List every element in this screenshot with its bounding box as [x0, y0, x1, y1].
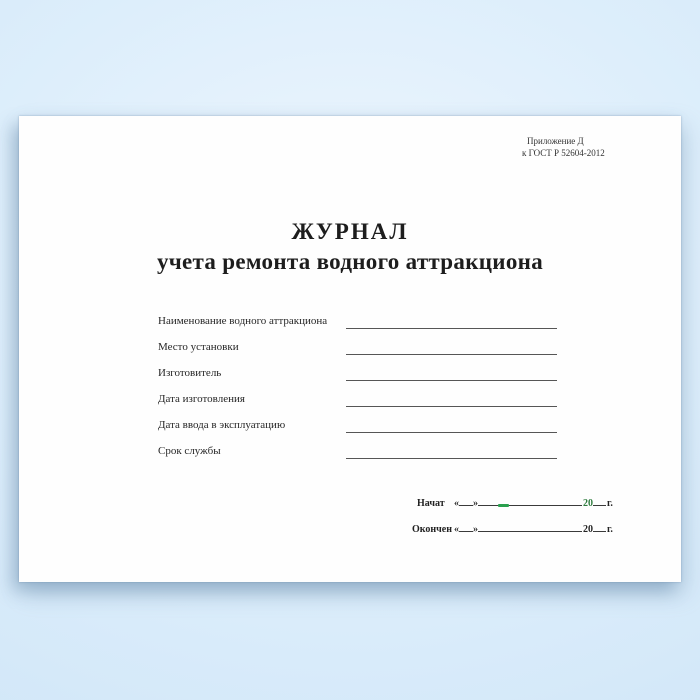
month-blank-line	[478, 524, 582, 532]
field-label: Срок службы	[158, 445, 221, 457]
year-prefix: 20	[583, 524, 593, 535]
form-fields	[158, 315, 578, 471]
document-page	[19, 116, 681, 582]
blank-line	[346, 398, 557, 407]
finished-label: Окончен	[412, 524, 453, 535]
document-title	[19, 217, 681, 277]
year-blank-line	[593, 498, 606, 506]
close-quote: »	[473, 498, 478, 509]
field-row-service-life	[158, 445, 578, 471]
field-row-commissioning-date	[158, 419, 578, 445]
field-label: Изготовитель	[158, 367, 222, 379]
annex-note-line2: к ГОСТ Р 52604-2012	[522, 147, 605, 158]
annex-note	[522, 136, 605, 159]
field-row-manufacture-date	[158, 393, 578, 419]
field-label: Дата изготовления	[158, 393, 245, 405]
day-blank-line	[459, 498, 473, 506]
field-label: Наименование водного аттракциона	[158, 315, 328, 327]
field-label: Дата ввода в эксплуатацию	[158, 419, 286, 431]
annex-note-line1: Приложение Д	[527, 136, 584, 146]
field-label: Место установки	[158, 341, 239, 353]
month-blank-line	[478, 498, 582, 506]
blank-line	[346, 424, 557, 433]
year-suffix: г.	[607, 524, 613, 535]
title-line2: учета ремонта водного аттракциона	[156, 249, 544, 274]
blank-line	[346, 450, 557, 459]
open-quote: «	[454, 498, 459, 509]
field-row-attraction-name	[158, 315, 578, 341]
finished-date-row	[412, 524, 613, 535]
year-blank-line	[593, 524, 606, 532]
title-line1: ЖУРНАЛ	[291, 219, 409, 244]
green-mark	[498, 504, 509, 507]
open-quote: «	[454, 524, 459, 535]
close-quote: »	[473, 524, 478, 535]
year-prefix: 20	[583, 498, 593, 509]
blank-line	[346, 372, 557, 381]
field-row-installation-place	[158, 341, 578, 367]
field-row-manufacturer	[158, 367, 578, 393]
blank-line	[346, 320, 557, 329]
started-date-row	[412, 498, 613, 509]
day-blank-line	[459, 524, 473, 532]
started-label: Начат	[417, 498, 445, 509]
year-suffix: г.	[607, 498, 613, 509]
blank-line	[346, 346, 557, 355]
